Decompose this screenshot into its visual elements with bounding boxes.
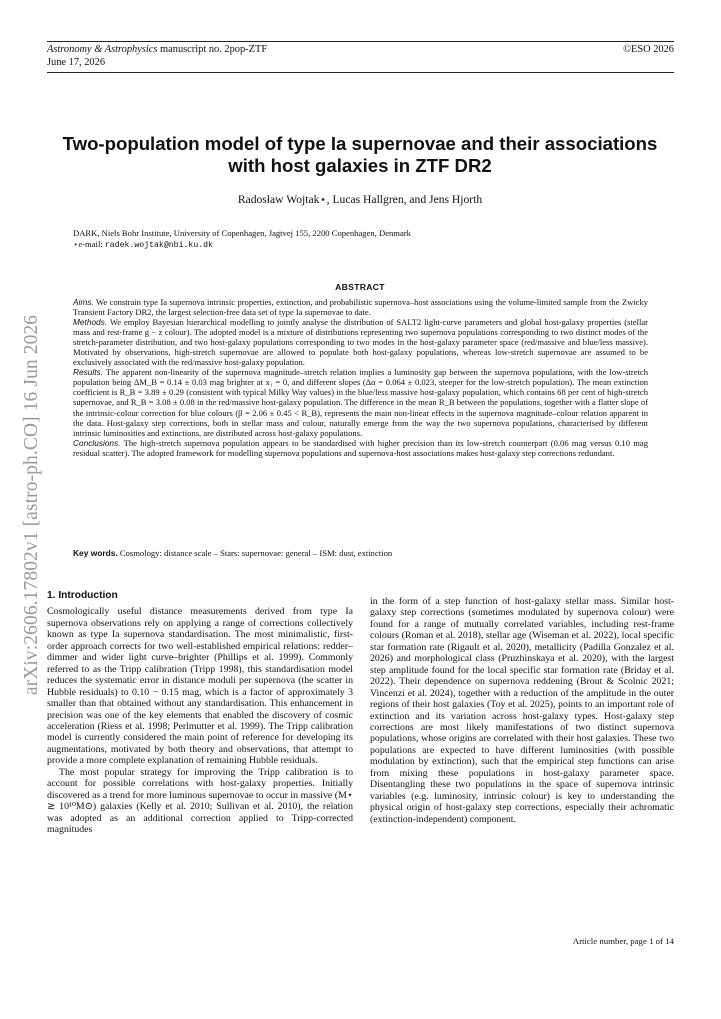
header-left [47,44,267,69]
abstract [73,297,648,458]
abstract-heading: ABSTRACT [335,282,385,292]
results-text: The apparent non-linearity of the supernova magnitude–stretch relation implies a luminosity gap between the supernova populations, with the low-stretch population being ΔM_B = 0.14 ± 0.03 mag brighter at x₁ = 0, and different slopes (Δα = 0.064 ± 0.023, steeper for the low-stretch population). The mean extinction coefficient is R_B = 3.89 ± 0.29 (consistent with typical Milky Way values) in the blue/less massive host-galaxy population, which contains 68 per cent of high-stretch supernovae, and R_B = 3.08 ± 0.08 in the red/massive host-galaxy population. The difference in the mean R_B between the populations, together with a flatter slope of the intrinsic-colour correction for blue colours (β = 2.06 ± 0.45 < R_B), represents the main non-linear effects in the supernova magnitude–colour relation apparent in the data. Host-galaxy step corrections, both in stellar mass and colour, naturally emerge from the way the two supernova populations, characterised by different intrinsic luminosities and extinctions, are distributed across host-galaxy populations. [73,367,648,438]
keywords-text: Cosmology: distance scale – Stars: supernovae: general – ISM: dust, extinction [117,548,393,558]
intro-paragraph-3: in the form of a step function of host-galaxy stellar mass. Similar host-galaxy step corrections (sometimes modulated by supernova colour) were found for a range of mutually correlated variables, including rest-frame colours (Roman et al. 2018), stellar age (Wiseman et al. 2022), local specific star formation rate (Rigault et al. 2020), metallicity (Padilla Gonzalez et al. 2026) and morphological class (Pruzhinskaya et al. 2020), with the largest step amplitude found for the local specific star formation rate (Briday et al. 2022). Their dependence on supernova reddening (Brout & Scolnic 2021; Vincenzi et al. 2024), together with a reduction of the amplitude in the outer regions of their host galaxies (Toy et al. 2025), points to an important role of extinction and its variation across host-galaxy types. Host-galaxy step corrections are most likely manifestations of two distinct supernova populations, whose origins are correlated with their host galaxies. These two populations are expected to have different luminosities (with possible modulation by extinction), such that the empirical step functions can arise from mixing these populations in host-galaxy parameter space. Disentangling these two populations in the space of supernova intrinsic variables (e.g. luminosity, intrinsic colour) is key to understanding the physical origin of host-galaxy step corrections, especially their achromatic (extinction-independent) component. [370,596,674,825]
title-line-2: with host galaxies in ZTF DR2 [228,155,492,176]
affiliation: DARK, Niels Bohr Institute, University of Copenhagen, Jagtvej 155, 2200 Copenhagen, Denmark [73,228,411,238]
journal-name: Astronomy & Astrophysics [47,44,158,55]
running-header [47,41,674,73]
abstract-methods [73,317,648,367]
arxiv-identifier: arXiv:2606.17802v1 [astro-ph.CO] 16 Jun 2026 [21,314,42,696]
keywords-label: Key words. [73,548,118,558]
intro-paragraph-2: The most popular strategy for improving the Tripp calibration is to account for possible correlations with host-galaxy properties. Initially discovered as a trend for more luminous supernovae to occur in massive (M⋆ ≳ 10¹⁰M⊙) galaxies (Kelly et al. 2010; Sullivan et al. 2010), the relation was adopted as an additional correction applied to Tripp-corrected magnitudes [47,766,353,836]
column-left [47,590,353,836]
title-line-1: Two-population model of type Ia supernovae and their associations [62,133,658,154]
aims-label: Aims. [73,297,94,307]
author-list: Radosław Wojtak⋆, Lucas Hallgren, and Jens Hjorth [237,193,483,206]
email-address: radek.wojtak@nbi.ku.dk [104,240,213,250]
column-right [370,596,674,825]
paper-title [60,133,660,177]
email-line [73,239,411,252]
header-date: June 17, 2026 [47,56,106,68]
section-heading-introduction: 1. Introduction [47,590,118,601]
aims-text: We constrain type Ia supernova intrinsic properties, extinction, and probabilistic supernova–host associations using the volume-limited sample from the Zwicky Transient Factory DR2, the largest selection-free data set of type Ia supernovae to date. [73,297,648,318]
abstract-results [73,367,648,437]
affiliation-block [73,228,411,251]
copyright-notice: ©ESO 2026 [623,44,674,55]
conclusions-text: The high-stretch supernova population appears to be standardised with higher precision than its low-stretch counterpart (0.06 mag versus 0.10 mag residual scatter). The adopted framework for modelling supernova populations and supernova-host associations makes host-galaxy step corrections redundant. [73,437,648,458]
intro-paragraph-1: Cosmologically useful distance measurements derived from type Ia supernova observations rely on applying a range of corrections collectively known as type Ia supernova standardisation. The most minimalistic, first-order approach corrects for two well-established empirical relations: redder–dimmer and wider light curve–brighter (Phillips et al. 1999). Commonly referred to as the Tripp calibration (Tripp 1998), this standardisation model reduces the systematic error in distance moduli per supernova (the scatter in Hubble residuals) to 0.10 − 0.15 mag, which is a factor of approximately 3 smaller than that obtained without any standardisation. This enhancement in precision was one of the key elements that enabled the discovery of cosmic acceleration (Riess et al. 1998; Perlmutter et al. 1999). The Tripp calibration model is currently considered the main point of reference for developing its augmentations, motivated by both theory and observations, that attempt to provide a more complete explanation of remaining Hubble residuals. [47,606,353,767]
manuscript-number: manuscript no. 2pop-ZTF [157,44,268,55]
results-label: Results. [73,367,103,378]
page-footer: Article number, page 1 of 14 [572,936,674,946]
email-prefix: ⋆e-mail: [73,238,105,249]
arxiv-sidebar [19,265,45,745]
keywords [73,548,653,558]
abstract-conclusions [73,438,648,458]
methods-text: We employ Bayesian hierarchical modelling to jointly analyse the distribution of SALT2 light-curve parameters and global host-galaxy properties (stellar mass and rest-frame g − z colour). The adopted model is a mixture of distributions representing two supernova populations corresponding to two distinct modes of the stretch-parameter distribution, and two host-galaxy populations corresponding to two modes in the host-galaxy parameter space (red/massive and blue/less massive). Motivated by observations, high-stretch supernovae are allowed to populate both host-galaxy populations, whereas low-stretch supernovae are assumed to be exclusively associated with the red/massive host-galaxy population. [73,317,648,368]
methods-label: Methods. [73,317,108,328]
abstract-aims [73,297,648,317]
conclusions-label: Conclusions. [73,437,121,448]
